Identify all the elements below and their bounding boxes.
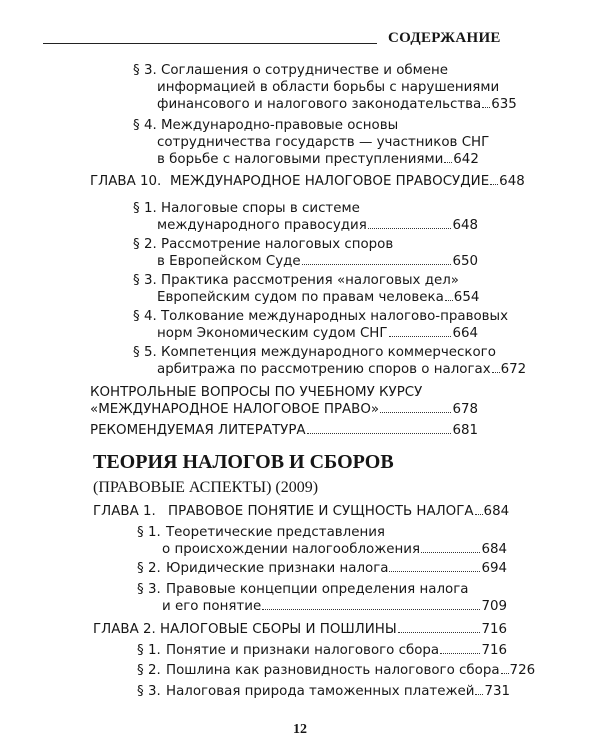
toc-entry-line: МЕЖДУНАРОДНОЕ НАЛОГОВОЕ ПРАВОСУДИЕ — [170, 174, 490, 189]
toc-entry-line: НАЛОГОВЫЕ СБОРЫ И ПОШЛИНЫ — [160, 622, 397, 637]
toc-entry-prefix: § 1. — [137, 525, 161, 540]
toc-entry — [137, 662, 536, 679]
toc-entry-line: сотрудничества государств — участников СНГ — [157, 135, 490, 150]
toc-entry — [90, 384, 478, 418]
toc-entry-line: «МЕЖДУНАРОДНОЕ НАЛОГОВОЕ ПРАВО» — [90, 402, 380, 417]
toc-entry — [137, 642, 507, 659]
toc-entry-line: Европейским судом по правам человека — [157, 290, 444, 305]
toc-page-number: 716 — [481, 622, 507, 637]
toc-entry-line: Компетенция международного коммерческого — [161, 345, 496, 360]
toc-entry — [133, 308, 509, 342]
toc-entry-prefix: § 2. — [137, 663, 161, 678]
toc-page-number: 709 — [481, 599, 507, 614]
toc-entry-line: Практика рассмотрения «налоговых дел» — [161, 273, 459, 288]
toc-page-number: 716 — [481, 643, 507, 658]
toc-leader-dots — [482, 107, 490, 108]
toc-leader-dots — [440, 653, 480, 654]
toc-entry-line: РЕКОМЕНДУЕМАЯ ЛИТЕРАТУРА — [90, 423, 306, 438]
toc-entry-prefix: ГЛАВА 10. — [90, 174, 162, 189]
toc-page-number: 678 — [452, 402, 478, 417]
toc-entry — [133, 117, 490, 168]
toc-page-number: 648 — [452, 218, 478, 233]
toc-entry-line: арбитража по рассмотрению споров о налогах — [157, 362, 491, 377]
toc-entry-prefix: § 2. — [133, 237, 157, 252]
toc-page-number: 672 — [500, 362, 527, 377]
toc-entry-prefix: § 3. — [137, 684, 161, 699]
toc-entry-prefix: ГЛАВА 1. — [93, 504, 156, 519]
toc-entry — [90, 173, 525, 190]
toc-leader-dots — [389, 571, 480, 572]
toc-leader-dots — [492, 372, 500, 373]
toc-leader-dots — [380, 412, 451, 413]
toc-entry-prefix: § 3. — [137, 582, 161, 597]
toc-entry — [137, 560, 507, 577]
toc-leader-dots — [475, 514, 483, 515]
toc-entry — [93, 621, 507, 638]
toc-entry — [93, 503, 510, 520]
toc-leader-dots — [398, 632, 481, 633]
toc-page-number: 635 — [491, 97, 517, 112]
toc-entry-prefix: § 1. — [133, 201, 157, 216]
toc-entry-line: Юридические признаки налога — [166, 561, 389, 576]
toc-entry-prefix: § 2. — [137, 561, 161, 576]
toc-page-number: 726 — [509, 663, 536, 678]
toc-entry-prefix: ГЛАВА 2. — [93, 622, 156, 637]
toc-leader-dots — [421, 552, 480, 553]
toc-entry — [90, 422, 478, 439]
toc-entry — [133, 62, 517, 113]
page-number: 12 — [293, 722, 307, 737]
toc-page-number: 650 — [452, 254, 478, 269]
toc-entry-prefix: § 4. — [133, 118, 157, 133]
toc-leader-dots — [445, 300, 453, 301]
toc-entry-prefix: § 1. — [137, 643, 161, 658]
toc-leader-dots — [501, 673, 509, 674]
toc-entry-prefix: § 3. — [133, 273, 157, 288]
toc-entry-line: в борьбе с налоговыми преступлениями — [157, 152, 444, 167]
running-head: СОДЕРЖАНИЕ — [388, 30, 501, 46]
toc-entry-line: КОНТРОЛЬНЫЕ ВОПРОСЫ ПО УЧЕБНОМУ КУРСУ — [90, 385, 423, 400]
toc-entry-line: Понятие и признаки налогового сбора — [166, 643, 440, 658]
toc-page-number: 664 — [452, 326, 478, 341]
toc-entry-line: Налоговые споры в системе — [161, 201, 360, 216]
toc-leader-dots — [490, 184, 498, 185]
toc-leader-dots — [368, 228, 452, 229]
toc-entry — [133, 200, 478, 234]
toc-page-number: 642 — [453, 152, 479, 167]
toc-page-number: 684 — [483, 504, 510, 519]
toc-entry-line: Международно-правовые основы — [161, 118, 399, 133]
book-title: ТЕОРИЯ НАЛОГОВ И СБОРОВ — [93, 451, 394, 473]
toc-entry-line: международного правосудия — [157, 218, 367, 233]
toc-page-number: 654 — [453, 290, 480, 305]
toc-leader-dots — [389, 336, 452, 337]
toc-entry-line: и его понятие — [162, 599, 262, 614]
toc-page-number: 694 — [481, 561, 507, 576]
book-subtitle: (ПРАВОВЫЕ АСПЕКТЫ) (2009) — [93, 479, 319, 496]
toc-entry — [137, 524, 507, 558]
toc-entry-prefix: § 5. — [133, 345, 157, 360]
toc-page-number: 684 — [481, 542, 507, 557]
toc-entry-line: информацией в области борьбы с нарушениями — [157, 80, 500, 95]
toc-entry — [137, 683, 511, 700]
toc-leader-dots — [307, 433, 452, 434]
toc-entry-line: ПРАВОВОЕ ПОНЯТИЕ И СУЩНОСТЬ НАЛОГА — [168, 504, 474, 519]
toc-entry — [137, 581, 507, 615]
toc-entry-line: Пошлина как разновидность налогового сбора — [166, 663, 500, 678]
toc-leader-dots — [262, 609, 480, 610]
toc-page-number: 681 — [452, 423, 478, 438]
toc-entry-line: Рассмотрение налоговых споров — [161, 237, 394, 252]
toc-entry-line: Налоговая природа таможенных платежей — [166, 684, 475, 699]
toc-page-number: 648 — [499, 174, 525, 189]
toc-entry — [133, 236, 478, 270]
toc-entry-line: о происхождении налогообложения — [162, 542, 421, 557]
toc-leader-dots — [302, 264, 452, 265]
toc-entry-line: Правовые концепции определения налога — [166, 582, 469, 597]
toc-leader-dots — [475, 694, 483, 695]
toc-leader-dots — [444, 162, 452, 163]
toc-entry-line: Соглашения о сотрудничестве и обмене — [161, 63, 448, 78]
toc-entry-line: Теоретические представления — [166, 525, 385, 540]
toc-entry-line: Толкование международных налогово-правовых — [161, 309, 509, 324]
toc-entry-line: норм Экономическим судом СНГ — [157, 326, 388, 341]
toc-entry-line: в Европейском Суде — [157, 254, 301, 269]
toc-entry-line: финансового и налогового законодательства — [157, 97, 482, 112]
toc-entry — [133, 272, 478, 306]
toc-entry-prefix: § 3. — [133, 63, 157, 78]
toc-entry — [133, 344, 527, 378]
header-rule — [43, 43, 377, 44]
toc-entry-prefix: § 4. — [133, 309, 157, 324]
toc-page-number: 731 — [484, 684, 511, 699]
